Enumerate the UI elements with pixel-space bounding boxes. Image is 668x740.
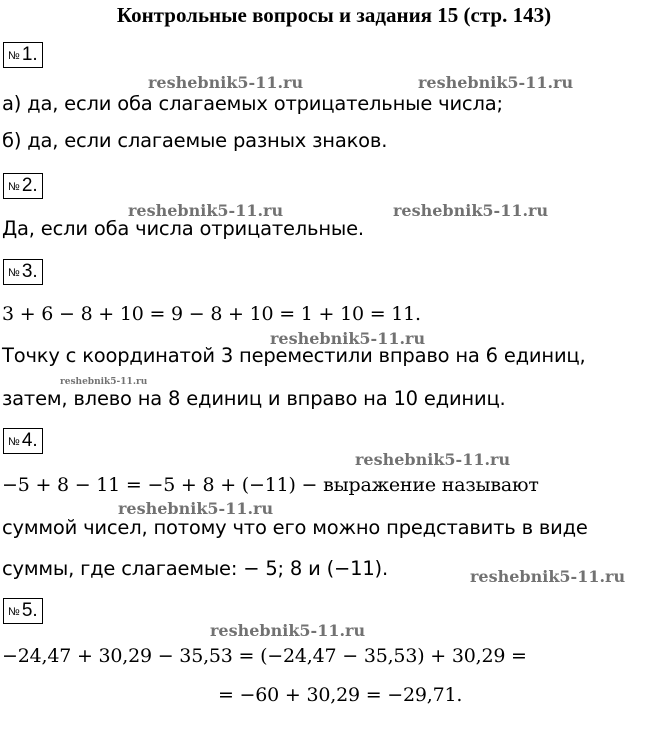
task-number-label: 1. [21,44,38,65]
task-number-1 [3,42,43,68]
task-number-label: 2. [21,175,38,196]
number-sign: № [8,181,20,193]
task-4-explanation-1: суммой чисел, потому что его можно представить в виде [2,516,588,539]
number-sign: № [8,606,20,618]
task-number-label: 5. [21,600,38,621]
task-number-4 [3,428,43,454]
task-3-explanation-2: затем, влево на 8 единиц и вправо на 10 единиц. [2,387,506,410]
task-4-explanation-2: суммы, где слагаемые: − 5; 8 и (−11). [2,557,388,580]
task-number-2 [3,173,43,199]
task-number-label: 3. [21,261,38,282]
task-3-explanation-1: Точку с координатой 3 переместили вправо на 6 единиц, [2,344,586,367]
number-sign: № [8,436,20,448]
page-title: Контрольные вопросы и задания 15 (стр. 143) [116,3,552,27]
task-2-answer: Да, если оба числа отрицательные. [2,217,364,240]
watermark-text: reshebnik5-11.ru [60,377,148,387]
task-5-equation-1: −24,47 + 30,29 − 35,53 = (−24,47 − 35,53) + 30,29 = [2,645,527,667]
task-3-equation: 3 + 6 − 8 + 10 = 9 − 8 + 10 = 1 + 10 = 11. [2,303,421,325]
watermark-text: reshebnik5-11.ru [418,73,574,92]
watermark-text: reshebnik5-11.ru [355,450,511,469]
task-number-5 [3,598,43,624]
task-1-answer-a: а) да, если оба слагаемых отрицательные числа; [2,92,503,115]
task-5-equation-2: = −60 + 30,29 = −29,71. [218,684,463,706]
task-1-answer-b: б) да, если слагаемые разных знаков. [2,129,388,152]
number-sign: № [8,267,20,279]
watermark-text: reshebnik5-11.ru [470,567,626,586]
watermark-text: reshebnik5-11.ru [128,201,284,220]
watermark-text: reshebnik5-11.ru [148,73,304,92]
number-sign: № [8,50,20,62]
task-number-3 [3,259,43,285]
watermark-text: reshebnik5-11.ru [210,621,366,640]
task-4-equation: −5 + 8 − 11 = −5 + 8 + (−11) − выражение называют [2,474,539,496]
watermark-text: reshebnik5-11.ru [393,201,549,220]
watermark-text: reshebnik5-11.ru [270,329,426,348]
watermark-text: reshebnik5-11.ru [118,499,274,518]
task-number-label: 4. [21,430,38,451]
